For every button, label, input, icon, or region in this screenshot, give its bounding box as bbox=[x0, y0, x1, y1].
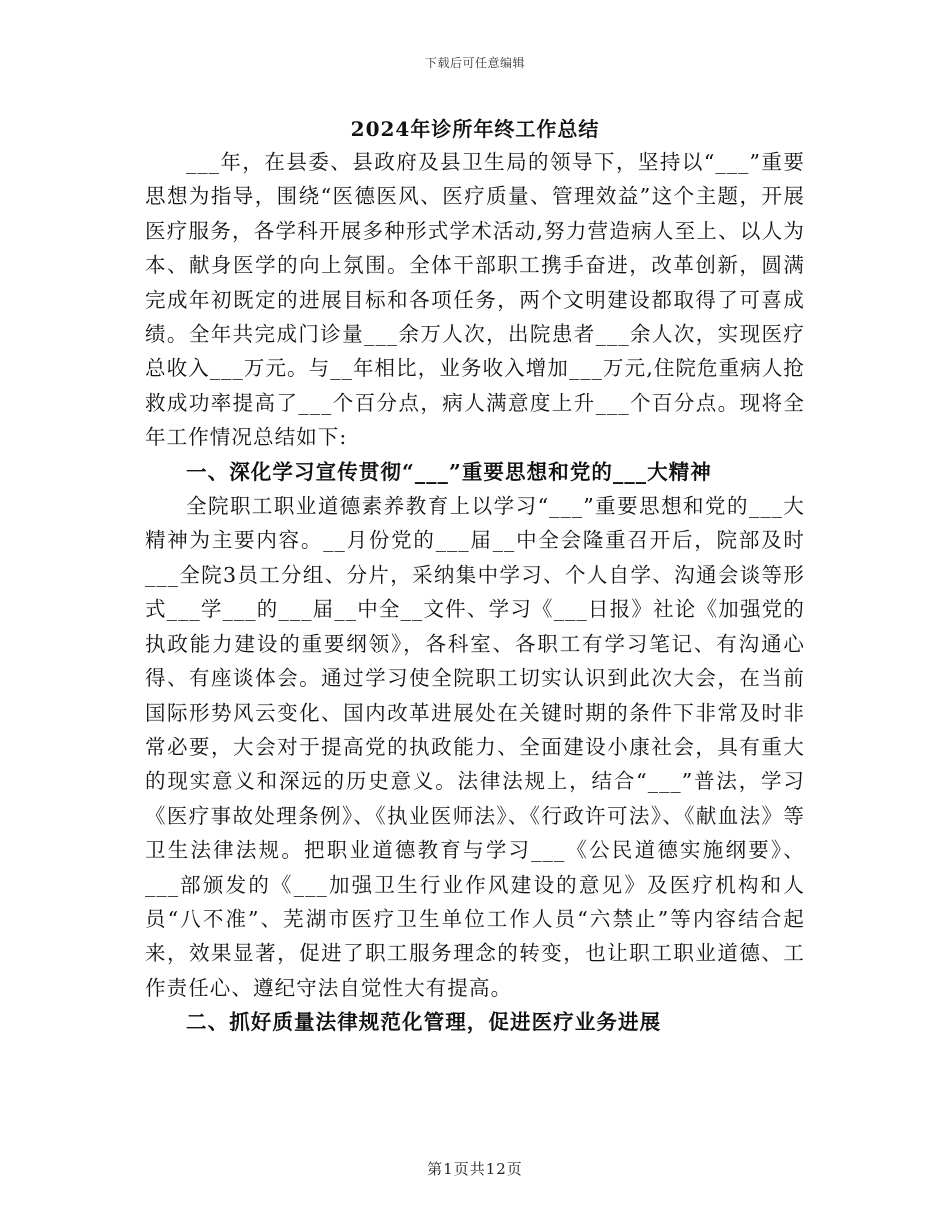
header-note: 下载后可任意编辑 bbox=[424, 56, 525, 70]
document-body bbox=[145, 145, 805, 1040]
intro-paragraph: ___年，在县委、县政府及县卫生局的领导下，坚持以“___”重要思想为指导，围绕“医德医风、医疗质量、管理效益”这个主题，开展医疗服务，各学科开展多种形式学术活动,努力营造病人至上、以人为本、献身医学的向上氛围。全体干部职工携手奋进，改革创新，圆满完成年初既定的进展目标和各项任务，两个文明建设都取得了可喜成绩。全年共完成门诊量___余万人次，出院患者___余人次，实现医疗总收入___万元。与__年相比，业务收入增加___万元,住院危重病人抢救成功率提高了___个百分点，病人满意度上升___个百分点。现将全年工作情况总结如下: bbox=[145, 150, 806, 450]
page-title: 2024年诊所年终工作总结 bbox=[350, 117, 600, 141]
page-number: 第1页共12页 bbox=[427, 1160, 523, 1178]
section-2-heading: 二、抓好质量法律规范化管理，促进医疗业务进展 bbox=[186, 1010, 662, 1035]
section-1-heading: 一、深化学习宣传贯彻“___”重要思想和党的___大精神 bbox=[186, 459, 712, 484]
section-1-paragraph: 全院职工职业道德素养教育上以学习“___”重要思想和党的___大精神为主要内容。__月份党的___届__中全会隆重召开后，院部及时___全院3员工分组、分片，采纳集中学习、个人自学、沟通会谈等形式___学___的___届__中全__文件、学习《___日报》社论《加强党的执政能力建设的重要纲领》，各科室、各职工有学习笔记、有沟通心得、有座谈体会。通过学习使全院职工切实认识到此次大会，在当前国际形势风云变化、国内改革进展处在关键时期的条件下非常及时非常必要，大会对于提高党的执政能力、全面建设小康社会，具有重大的现实意义和深远的历史意义。法律法规上，结合“___”普法，学习《医疗事故处理条例》、《执业医师法》、《行政许可法》、《献血法》等卫生法律法规。把职业道德教育与学习___《公民道德实施纲要》、___部颁发的《___加强卫生行业作风建设的意见》及医疗机构和人员“八不准”、芜湖市医疗卫生单位工作人员“六禁止”等内容结合起来，效果显著，促进了职工服务理念的转变，也让职工职业道德、工作责任心、遵纪守法自觉性大有提高。 bbox=[145, 494, 805, 1000]
